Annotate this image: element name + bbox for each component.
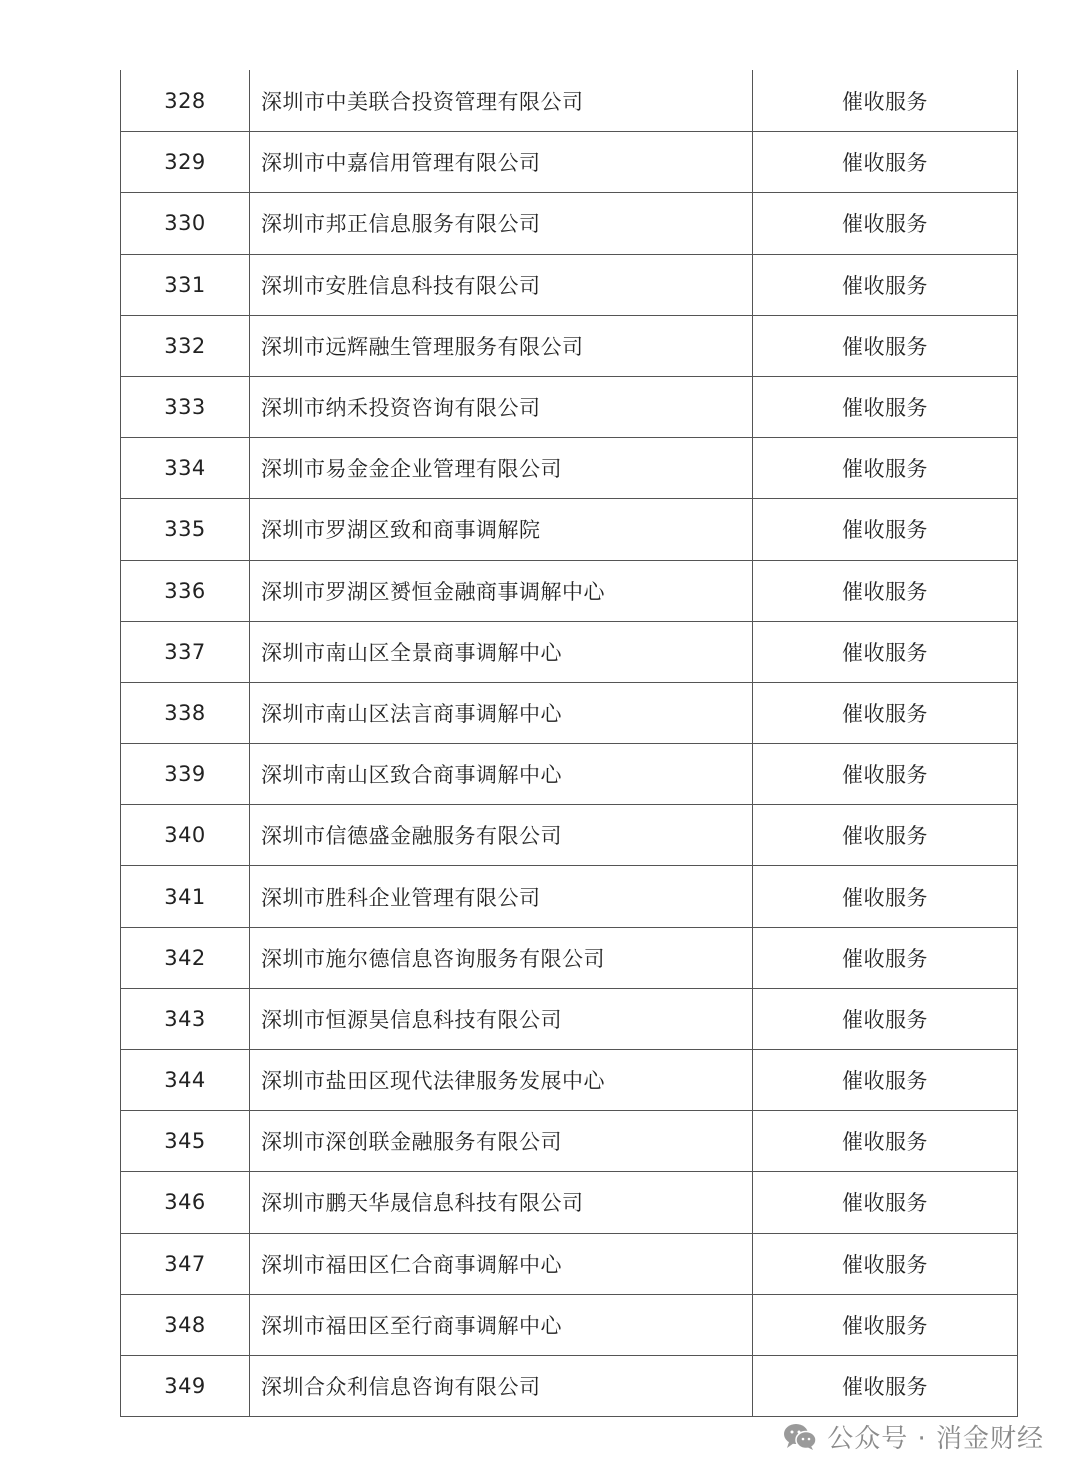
company-name: 深圳市中美联合投资管理有限公司 xyxy=(250,70,753,131)
table-row xyxy=(121,865,1017,926)
company-name: 深圳市远辉融生管理服务有限公司 xyxy=(250,316,753,376)
service-type: 催收服务 xyxy=(842,1007,928,1032)
company-name: 深圳市鹏天华晟信息科技有限公司 xyxy=(250,1172,753,1232)
table-row xyxy=(121,743,1017,804)
row-number: 346 xyxy=(121,1172,250,1232)
row-number: 330 xyxy=(121,193,250,253)
service-type: 催收服务 xyxy=(842,701,928,726)
row-number: 331 xyxy=(121,255,250,315)
row-number: 343 xyxy=(121,989,250,1049)
service-type: 催收服务 xyxy=(842,579,928,604)
company-name: 深圳市易金金企业管理有限公司 xyxy=(250,438,753,498)
company-name: 深圳市邦正信息服务有限公司 xyxy=(250,193,753,253)
row-number: 334 xyxy=(121,438,250,498)
table-row xyxy=(121,560,1017,621)
service-type: 催收服务 xyxy=(842,212,928,237)
company-name: 深圳市深创联金融服务有限公司 xyxy=(250,1111,753,1171)
service-type: 催收服务 xyxy=(842,89,928,114)
row-number: 333 xyxy=(121,377,250,437)
row-number: 340 xyxy=(121,805,250,865)
row-number: 328 xyxy=(121,70,250,131)
company-name: 深圳市福田区至行商事调解中心 xyxy=(250,1295,753,1355)
service-type: 催收服务 xyxy=(842,518,928,543)
service-type: 催收服务 xyxy=(842,1130,928,1155)
row-number: 349 xyxy=(121,1356,250,1416)
row-number: 332 xyxy=(121,316,250,376)
service-type: 催收服务 xyxy=(842,885,928,910)
service-type: 催收服务 xyxy=(842,1252,928,1277)
company-name: 深圳市安胜信息科技有限公司 xyxy=(250,255,753,315)
table-row xyxy=(121,437,1017,498)
service-type: 催收服务 xyxy=(842,334,928,359)
service-type: 催收服务 xyxy=(842,151,928,176)
row-number: 348 xyxy=(121,1295,250,1355)
row-number: 347 xyxy=(121,1234,250,1294)
company-name: 深圳合众利信息咨询有限公司 xyxy=(250,1356,753,1416)
company-name: 深圳市信德盛金融服务有限公司 xyxy=(250,805,753,865)
company-name: 深圳市福田区仁合商事调解中心 xyxy=(250,1234,753,1294)
table-row xyxy=(121,1294,1017,1355)
table-row xyxy=(121,682,1017,743)
row-number: 342 xyxy=(121,928,250,988)
wechat-watermark xyxy=(783,1418,1044,1455)
table-row xyxy=(121,70,1017,131)
table-row xyxy=(121,1355,1017,1416)
company-name: 深圳市施尔德信息咨询服务有限公司 xyxy=(250,928,753,988)
service-type: 催收服务 xyxy=(842,1069,928,1094)
company-name: 深圳市纳禾投资咨询有限公司 xyxy=(250,377,753,437)
company-table xyxy=(120,70,1018,1417)
row-number: 335 xyxy=(121,499,250,559)
row-number: 338 xyxy=(121,683,250,743)
company-name: 深圳市恒源昊信息科技有限公司 xyxy=(250,989,753,1049)
table-row xyxy=(121,804,1017,865)
row-number: 336 xyxy=(121,561,250,621)
service-type: 催收服务 xyxy=(842,640,928,665)
service-type: 催收服务 xyxy=(842,1191,928,1216)
table-row xyxy=(121,315,1017,376)
table-row xyxy=(121,254,1017,315)
company-name: 深圳市罗湖区赟恒金融商事调解中心 xyxy=(250,561,753,621)
wechat-icon xyxy=(783,1423,817,1451)
table-row xyxy=(121,927,1017,988)
service-type: 催收服务 xyxy=(842,824,928,849)
watermark-text: 公众号 · 消金财经 xyxy=(827,1424,1044,1454)
table-row xyxy=(121,192,1017,253)
service-type: 催收服务 xyxy=(842,946,928,971)
table-row xyxy=(121,1233,1017,1294)
service-type: 催收服务 xyxy=(842,1375,928,1400)
service-type: 催收服务 xyxy=(842,273,928,298)
company-name: 深圳市胜科企业管理有限公司 xyxy=(250,866,753,926)
company-name: 深圳市南山区致合商事调解中心 xyxy=(250,744,753,804)
row-number: 344 xyxy=(121,1050,250,1110)
company-name: 深圳市南山区全景商事调解中心 xyxy=(250,622,753,682)
table-row xyxy=(121,988,1017,1049)
table-row xyxy=(121,1049,1017,1110)
table-row xyxy=(121,1171,1017,1232)
table-row xyxy=(121,376,1017,437)
row-number: 337 xyxy=(121,622,250,682)
row-number: 329 xyxy=(121,132,250,192)
service-type: 催收服务 xyxy=(842,763,928,788)
company-name: 深圳市南山区法言商事调解中心 xyxy=(250,683,753,743)
row-number: 345 xyxy=(121,1111,250,1171)
row-number: 339 xyxy=(121,744,250,804)
table-row xyxy=(121,621,1017,682)
company-name: 深圳市盐田区现代法律服务发展中心 xyxy=(250,1050,753,1110)
table-row xyxy=(121,498,1017,559)
service-type: 催收服务 xyxy=(842,1313,928,1338)
table-row xyxy=(121,1110,1017,1171)
table-row xyxy=(121,131,1017,192)
row-number: 341 xyxy=(121,866,250,926)
service-type: 催收服务 xyxy=(842,396,928,421)
service-type: 催收服务 xyxy=(842,457,928,482)
company-name: 深圳市罗湖区致和商事调解院 xyxy=(250,499,753,559)
company-name: 深圳市中嘉信用管理有限公司 xyxy=(250,132,753,192)
